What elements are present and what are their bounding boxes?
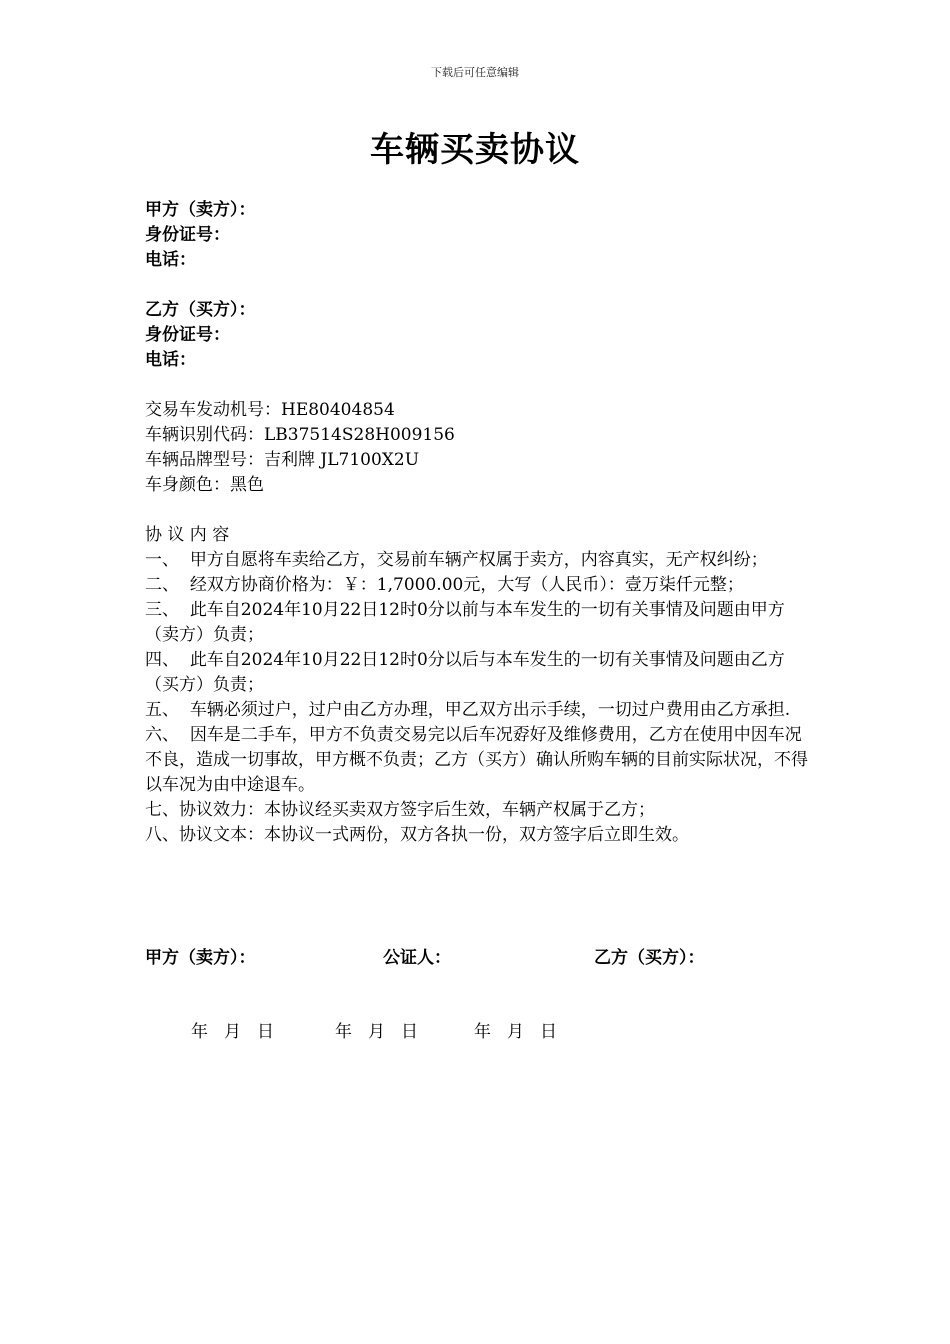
day-label: 日 bbox=[540, 1022, 557, 1042]
clause-2 bbox=[145, 573, 810, 598]
party-b-id-label: 身份证号： bbox=[145, 325, 230, 345]
header-note: 下载后可任意编辑 bbox=[431, 66, 519, 79]
party-b-date bbox=[474, 1020, 573, 1045]
spacer bbox=[145, 273, 810, 298]
month-label: 月 bbox=[507, 1022, 524, 1042]
spacer bbox=[145, 498, 810, 523]
year-label: 年 bbox=[191, 1022, 208, 1042]
clause-text: 甲方自愿将车卖给乙方，交易前车辆产权属于卖方，内容真实，无产权纠纷； bbox=[189, 550, 768, 570]
vehicle-identification-code: 车辆识别代码：LB37514S28H009156 bbox=[145, 425, 455, 445]
clause-number: 一、 bbox=[145, 550, 179, 570]
clause-6 bbox=[145, 723, 810, 798]
clause-5 bbox=[145, 698, 810, 723]
party-b-label: 乙方（买方）： bbox=[145, 300, 256, 320]
contract-body bbox=[145, 198, 810, 848]
party-b-phone-label: 电话： bbox=[145, 350, 196, 370]
engine-number: 交易车发动机号：HE80404854 bbox=[145, 400, 395, 420]
spacer bbox=[145, 373, 810, 398]
party-a-label: 甲方（卖方）： bbox=[145, 200, 256, 220]
clause-number: 八、 bbox=[145, 825, 179, 845]
clause-text: 协议文本：本协议一式两份，双方各执一份，双方签字后立即生效。 bbox=[179, 825, 689, 845]
clause-text: 车辆必须过户，过户由乙方办理，甲乙双方出示手续，一切过户费用由乙方承担. bbox=[189, 700, 791, 720]
year-label: 年 bbox=[474, 1022, 491, 1042]
signature-row bbox=[145, 946, 810, 971]
clause-text: 因车是二手车，甲方不负责交易完以后车况孬好及维修费用，乙方在使用中因车况不良，造成一切事故，甲方概不负责；乙方（买方）确认所购车辆的目前实际状况，不得以车况为由中途退车。 bbox=[145, 725, 808, 795]
vehicle-model: 车辆品牌型号：吉利牌 JL7100X2U bbox=[145, 450, 420, 470]
notary-signature-label: 公证人： bbox=[383, 948, 451, 968]
clause-text: 经双方协商价格为：￥：1,7000.00元，大写（人民币）：壹万柒仟元整； bbox=[189, 575, 744, 595]
clause-number: 五、 bbox=[145, 700, 179, 720]
clause-number: 六、 bbox=[145, 725, 179, 745]
clause-number: 三、 bbox=[145, 600, 179, 620]
year-label: 年 bbox=[335, 1022, 352, 1042]
clause-4 bbox=[145, 648, 810, 698]
date-row bbox=[0, 1020, 950, 1045]
clause-text: 协议效力：本协议经买卖双方签字后生效，车辆产权属于乙方； bbox=[179, 800, 655, 820]
clause-3 bbox=[145, 598, 810, 648]
party-b-signature-label: 乙方（买方）： bbox=[594, 948, 705, 968]
vehicle-color: 车身颜色：黑色 bbox=[145, 475, 264, 495]
notary-date bbox=[335, 1020, 434, 1045]
party-a-signature-label: 甲方（卖方）： bbox=[145, 948, 256, 968]
month-label: 月 bbox=[368, 1022, 385, 1042]
day-label: 日 bbox=[257, 1022, 274, 1042]
document-title: 车辆买卖协议 bbox=[370, 130, 580, 170]
party-a-phone-label: 电话： bbox=[145, 250, 196, 270]
clause-7 bbox=[145, 798, 810, 823]
clause-8 bbox=[145, 823, 810, 848]
party-a-id-label: 身份证号： bbox=[145, 225, 230, 245]
party-a-date bbox=[191, 1020, 290, 1045]
day-label: 日 bbox=[401, 1022, 418, 1042]
agreement-heading: 协 议 内 容 bbox=[145, 525, 230, 545]
clause-1 bbox=[145, 548, 810, 573]
clause-number: 四、 bbox=[145, 650, 179, 670]
clause-text: 此车自2024年10月22日12时0分以后与本车发生的一切有关事情及问题由乙方（买方）负责； bbox=[145, 650, 785, 695]
clause-text: 此车自2024年10月22日12时0分以前与本车发生的一切有关事情及问题由甲方（卖方）负责； bbox=[145, 600, 785, 645]
clause-number: 二、 bbox=[145, 575, 179, 595]
clause-number: 七、 bbox=[145, 800, 179, 820]
month-label: 月 bbox=[224, 1022, 241, 1042]
